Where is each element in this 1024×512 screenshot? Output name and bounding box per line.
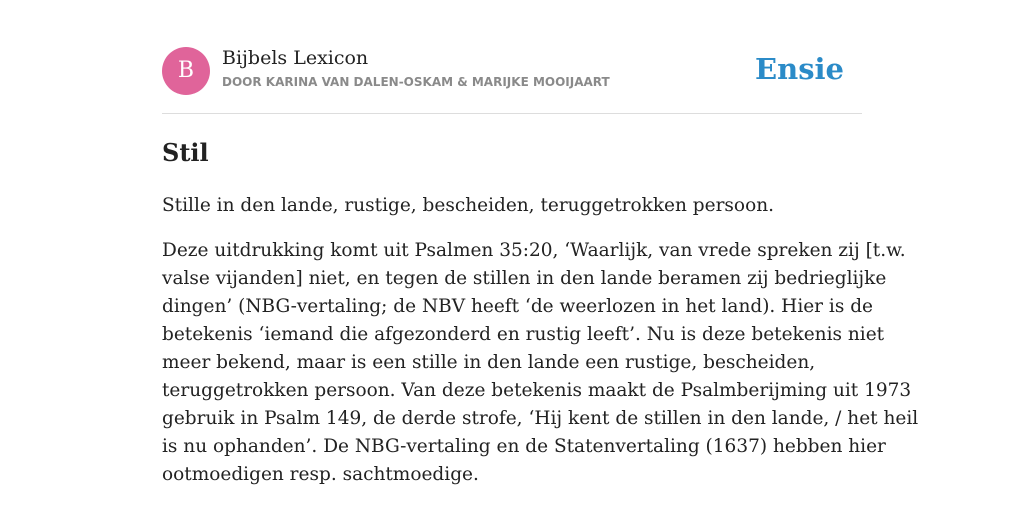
body-line: is nu ophanden’. De NBG-vertaling en de Statenvertaling (1637) hebben hier <box>162 436 886 457</box>
header-divider <box>162 113 862 114</box>
source-author: DOOR KARINA VAN DALEN-OSKAM & MARIJKE MOOIJAART <box>222 75 610 89</box>
entry-title: Stil <box>162 138 209 167</box>
body-line: valse vijanden] niet, en tegen de stillen in den lande beramen zij bedrieglijke <box>162 268 887 289</box>
body-line: meer bekend, maar is een stille in den lande een rustige, bescheiden, <box>162 352 816 373</box>
body-line: gebruik in Psalm 149, de derde strofe, ‘Hij kent de stillen in den lande, / het heil <box>162 408 919 429</box>
source-title[interactable]: Bijbels Lexicon <box>222 47 369 69</box>
body-line: betekenis ‘iemand die afgezonderd en rustig leeft’. Nu is deze betekenis niet <box>162 324 885 345</box>
entry-definition: Stille in den lande, rustige, bescheiden, teruggetrokken persoon. <box>162 195 774 216</box>
source-header <box>162 47 862 95</box>
source-avatar[interactable]: B <box>162 47 210 95</box>
body-line: dingen’ (NBG-vertaling; de NBV heeft ‘de weerlozen in het land). Hier is de <box>162 296 873 317</box>
ensie-logo[interactable]: Ensie <box>755 52 844 86</box>
article-page <box>162 0 919 512</box>
body-line: ootmoedigen resp. sachtmoedige. <box>162 464 479 485</box>
body-line: teruggetrokken persoon. Van deze betekenis maakt de Psalmberijming uit 1973 <box>162 380 912 401</box>
entry-body <box>162 237 919 489</box>
body-line: Deze uitdrukking komt uit Psalmen 35:20, ‘Waarlijk, van vrede spreken zij [t.w. <box>162 240 906 261</box>
